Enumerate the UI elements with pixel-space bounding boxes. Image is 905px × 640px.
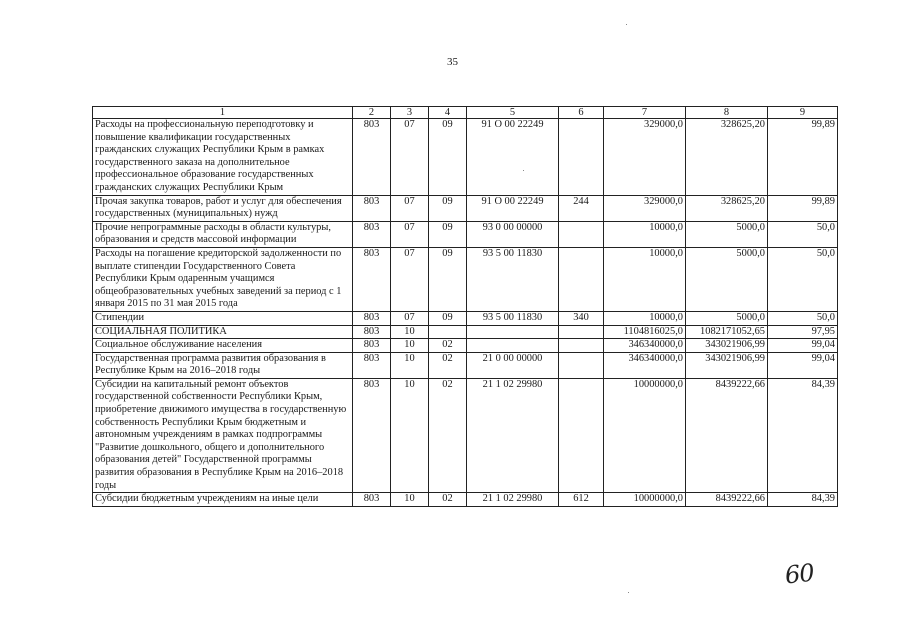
row-col-5 [467, 325, 559, 339]
row-col-9: 50,0 [768, 247, 838, 311]
table-row [93, 325, 838, 339]
row-col-5 [467, 339, 559, 353]
row-name: Прочие непрограммные расходы в области культуры, образования и средств массовой информации [93, 221, 353, 247]
row-col-2: 803 [353, 493, 391, 507]
row-col-2: 803 [353, 339, 391, 353]
row-name: Государственная программа развития образования в Республике Крым на 2016–2018 годы [93, 352, 353, 378]
row-col-3: 07 [391, 247, 429, 311]
column-header: 5 [467, 107, 559, 119]
row-col-5: 21 0 00 00000 [467, 352, 559, 378]
table-row [93, 493, 838, 507]
row-col-2: 803 [353, 247, 391, 311]
row-col-8: 343021906,99 [686, 352, 768, 378]
budget-table [92, 106, 838, 507]
row-col-3: 07 [391, 119, 429, 196]
handwritten-page-mark: 60 [783, 558, 815, 590]
row-col-3: 10 [391, 352, 429, 378]
row-col-4: 09 [429, 195, 467, 221]
row-col-6 [559, 352, 604, 378]
row-col-2: 803 [353, 221, 391, 247]
row-col-4: 09 [429, 311, 467, 325]
row-col-8: 8439222,66 [686, 378, 768, 492]
scan-speck [626, 24, 627, 25]
row-col-7: 10000,0 [604, 221, 686, 247]
row-col-7: 1104816025,0 [604, 325, 686, 339]
column-header: 9 [768, 107, 838, 119]
row-col-5: 93 0 00 00000 [467, 221, 559, 247]
row-col-5: 21 1 02 29980 [467, 493, 559, 507]
row-col-3: 10 [391, 493, 429, 507]
column-header: 1 [93, 107, 353, 119]
row-col-8: 1082171052,65 [686, 325, 768, 339]
row-col-8: 343021906,99 [686, 339, 768, 353]
row-col-9: 84,39 [768, 378, 838, 492]
row-col-3: 07 [391, 221, 429, 247]
row-col-2: 803 [353, 325, 391, 339]
row-col-7: 346340000,0 [604, 352, 686, 378]
row-col-6 [559, 247, 604, 311]
column-header: 6 [559, 107, 604, 119]
row-name: Стипендии [93, 311, 353, 325]
row-col-2: 803 [353, 195, 391, 221]
row-col-2: 803 [353, 352, 391, 378]
row-col-2: 803 [353, 311, 391, 325]
row-col-6 [559, 339, 604, 353]
row-col-6 [559, 119, 604, 196]
row-col-8: 328625,20 [686, 195, 768, 221]
row-col-5: 91 О 00 22249 [467, 119, 559, 196]
table-row [93, 339, 838, 353]
table-body [93, 119, 838, 507]
row-col-4: 02 [429, 339, 467, 353]
scan-speck [523, 170, 524, 171]
row-name: Расходы на профессиональную переподготовку и повышение квалификации государственных гражданских служащих Республики Крым в рамках государственного заказа на дополнительное профессиональное образование государственных гражданских служащих Республики Крым [93, 119, 353, 196]
row-col-3: 07 [391, 311, 429, 325]
row-col-4: 02 [429, 352, 467, 378]
row-col-5: 21 1 02 29980 [467, 378, 559, 492]
row-col-3: 07 [391, 195, 429, 221]
row-col-7: 10000,0 [604, 247, 686, 311]
row-col-5: 91 О 00 22249 [467, 195, 559, 221]
row-col-6 [559, 221, 604, 247]
row-name: Расходы на погашение кредиторской задолженности по выплате стипендии Государственного Совета Республики Крым одаренным учащимся общеобразовательных учебных заведений за период с 1 января 2015 по 31 мая 2015 года [93, 247, 353, 311]
column-header: 4 [429, 107, 467, 119]
row-col-4 [429, 325, 467, 339]
table-row [93, 311, 838, 325]
row-col-3: 10 [391, 339, 429, 353]
row-col-2: 803 [353, 119, 391, 196]
row-col-6: 612 [559, 493, 604, 507]
row-col-6: 244 [559, 195, 604, 221]
row-col-8: 328625,20 [686, 119, 768, 196]
table-row [93, 119, 838, 196]
row-col-7: 10000,0 [604, 311, 686, 325]
scan-speck [628, 592, 629, 593]
row-col-7: 329000,0 [604, 195, 686, 221]
row-col-5: 93 5 00 11830 [467, 247, 559, 311]
table-row [93, 247, 838, 311]
row-col-9: 99,04 [768, 339, 838, 353]
row-col-9: 99,04 [768, 352, 838, 378]
row-name: Субсидии бюджетным учреждениям на иные цели [93, 493, 353, 507]
row-col-4: 09 [429, 247, 467, 311]
row-col-6 [559, 378, 604, 492]
row-col-7: 346340000,0 [604, 339, 686, 353]
column-header: 3 [391, 107, 429, 119]
row-col-4: 09 [429, 119, 467, 196]
column-header: 2 [353, 107, 391, 119]
row-name: Прочая закупка товаров, работ и услуг для обеспечения государственных (муниципальных) нужд [93, 195, 353, 221]
row-col-9: 99,89 [768, 195, 838, 221]
table-row [93, 195, 838, 221]
row-col-6 [559, 325, 604, 339]
row-name: СОЦИАЛЬНАЯ ПОЛИТИКА [93, 325, 353, 339]
row-col-8: 8439222,66 [686, 493, 768, 507]
page-number: 35 [447, 56, 458, 68]
row-name: Социальное обслуживание населения [93, 339, 353, 353]
row-col-9: 50,0 [768, 311, 838, 325]
row-col-5: 93 5 00 11830 [467, 311, 559, 325]
column-header: 7 [604, 107, 686, 119]
row-col-4: 02 [429, 378, 467, 492]
row-col-4: 02 [429, 493, 467, 507]
row-name: Субсидии на капитальный ремонт объектов государственной собственности Республики Крым, приобретение движимого имущества в государственную собственность Республики Крым бюджетным и автономным учреждениям в рамках подпрограммы "Развитие дошкольного, общего и дополнительного образования детей" Государственной программы развития образования в Республике Крым на 2016–2018 годы [93, 378, 353, 492]
row-col-3: 10 [391, 378, 429, 492]
table-row [93, 378, 838, 492]
row-col-8: 5000,0 [686, 311, 768, 325]
row-col-2: 803 [353, 378, 391, 492]
row-col-3: 10 [391, 325, 429, 339]
row-col-9: 84,39 [768, 493, 838, 507]
row-col-7: 10000000,0 [604, 493, 686, 507]
row-col-9: 99,89 [768, 119, 838, 196]
row-col-4: 09 [429, 221, 467, 247]
row-col-8: 5000,0 [686, 221, 768, 247]
row-col-8: 5000,0 [686, 247, 768, 311]
row-col-7: 329000,0 [604, 119, 686, 196]
table-header-row [93, 107, 838, 119]
row-col-9: 50,0 [768, 221, 838, 247]
table-row [93, 352, 838, 378]
row-col-6: 340 [559, 311, 604, 325]
table-row [93, 221, 838, 247]
row-col-7: 10000000,0 [604, 378, 686, 492]
column-header: 8 [686, 107, 768, 119]
row-col-9: 97,95 [768, 325, 838, 339]
